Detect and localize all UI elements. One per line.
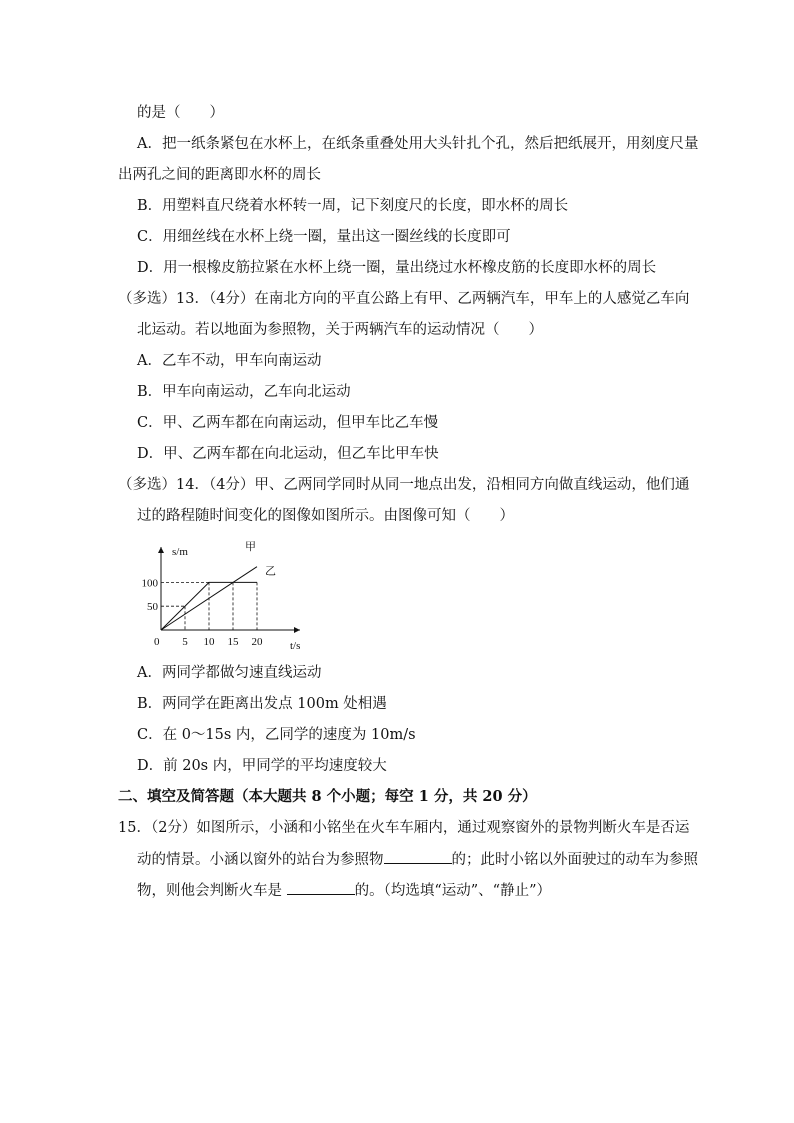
q13-stem-line2: 北运动。若以地面为参照物，关于两辆汽车的运动情况（ ） (137, 322, 543, 338)
series-line-1 (161, 567, 257, 630)
q12-option-c: C．用细丝线在水杯上绕一圈，量出这一圈丝线的长度即可 (137, 229, 511, 245)
y-tick-label: 50 (147, 601, 158, 614)
answer-blank-2[interactable] (287, 880, 355, 895)
q13-option-d: D．甲、乙两车都在向北运动，但乙车比甲车快 (137, 446, 439, 462)
q14-option-d: D．前 20s 内，甲同学的平均速度较大 (137, 758, 387, 774)
q14-option-a: A．两同学都做匀速直线运动 (137, 665, 322, 681)
series-label-1: 乙 (265, 565, 276, 578)
series-label-0: 甲 (245, 541, 256, 553)
x-axis-label: t/s (290, 640, 301, 652)
q12-stem-tail: 的是（ ） (137, 105, 224, 121)
x-tick-label: 10 (203, 636, 215, 648)
x-tick-label: 15 (227, 636, 239, 648)
y-tick-label: 100 (141, 577, 158, 590)
answer-blank-1[interactable] (384, 849, 452, 864)
q13-option-b: B．甲车向南运动，乙车向北运动 (137, 384, 351, 400)
q15-stem-line3-b: 的。（均选填“运动”、“静止”） (354, 883, 552, 899)
x-tick-label: 20 (251, 636, 263, 648)
q15-stem-line3 (137, 880, 551, 901)
q15-stem-line2-a: 动的情景。小涵以窗外的站台为参照物 (137, 852, 384, 868)
q12-option-b: B．用塑料直尺绕着水杯转一周，记下刻度尺的长度，即水杯的周长 (137, 198, 569, 214)
q12-option-d: D．用一根橡皮筋拉紧在水杯上绕一圈，量出绕过水杯橡皮筋的长度即水杯的周长 (137, 260, 657, 276)
origin-label: 0 (154, 636, 160, 648)
q13-stem-line1: （多选）13．（4分）在南北方向的平直公路上有甲、乙两辆汽车，甲车上的人感觉乙车向 (118, 291, 690, 307)
q15-stem-line2-b: 的；此时小铭以外面驶过的动车为参照 (451, 852, 698, 868)
q15-stem-line1: 15．（2分）如图所示，小涵和小铭坐在火车车厢内，通过观察窗外的景物判断火车是否运 (118, 820, 690, 836)
q15-stem-line3-a: 物，则他会判断火车是 (137, 883, 287, 899)
q12-option-a-line2: 出两孔之间的距离即水杯的周长 (118, 167, 321, 183)
q14-option-c: C．在 0～15s 内，乙同学的速度为 10m/s (137, 727, 416, 743)
q14-stem-line2: 过的路程随时间变化的图像如图所示。由图像可知（ ） (137, 508, 514, 524)
x-tick-label: 5 (182, 636, 188, 648)
q13-option-a: A．乙车不动，甲车向南运动 (137, 353, 322, 369)
q14-option-b: B．两同学在距离出发点 100m 处相遇 (137, 696, 387, 712)
distance-time-chart (140, 535, 315, 655)
q12-option-a-line1: A．把一纸条紧包在水杯上，在纸条重叠处用大头针扎个孔，然后把纸展开，用刻度尺量 (137, 136, 699, 152)
section-heading: 二、填空及简答题（本大题共 8 个小题；每空 1 分，共 20 分） (118, 788, 537, 805)
q14-stem-line1: （多选）14．（4分）甲、乙两同学同时从同一地点出发，沿相同方向做直线运动，他们通 (118, 477, 690, 493)
q15-stem-line2 (137, 849, 698, 870)
q13-option-c: C．甲、乙两车都在向南运动，但甲车比乙车慢 (137, 415, 439, 431)
y-axis-label: s/m (172, 546, 188, 558)
